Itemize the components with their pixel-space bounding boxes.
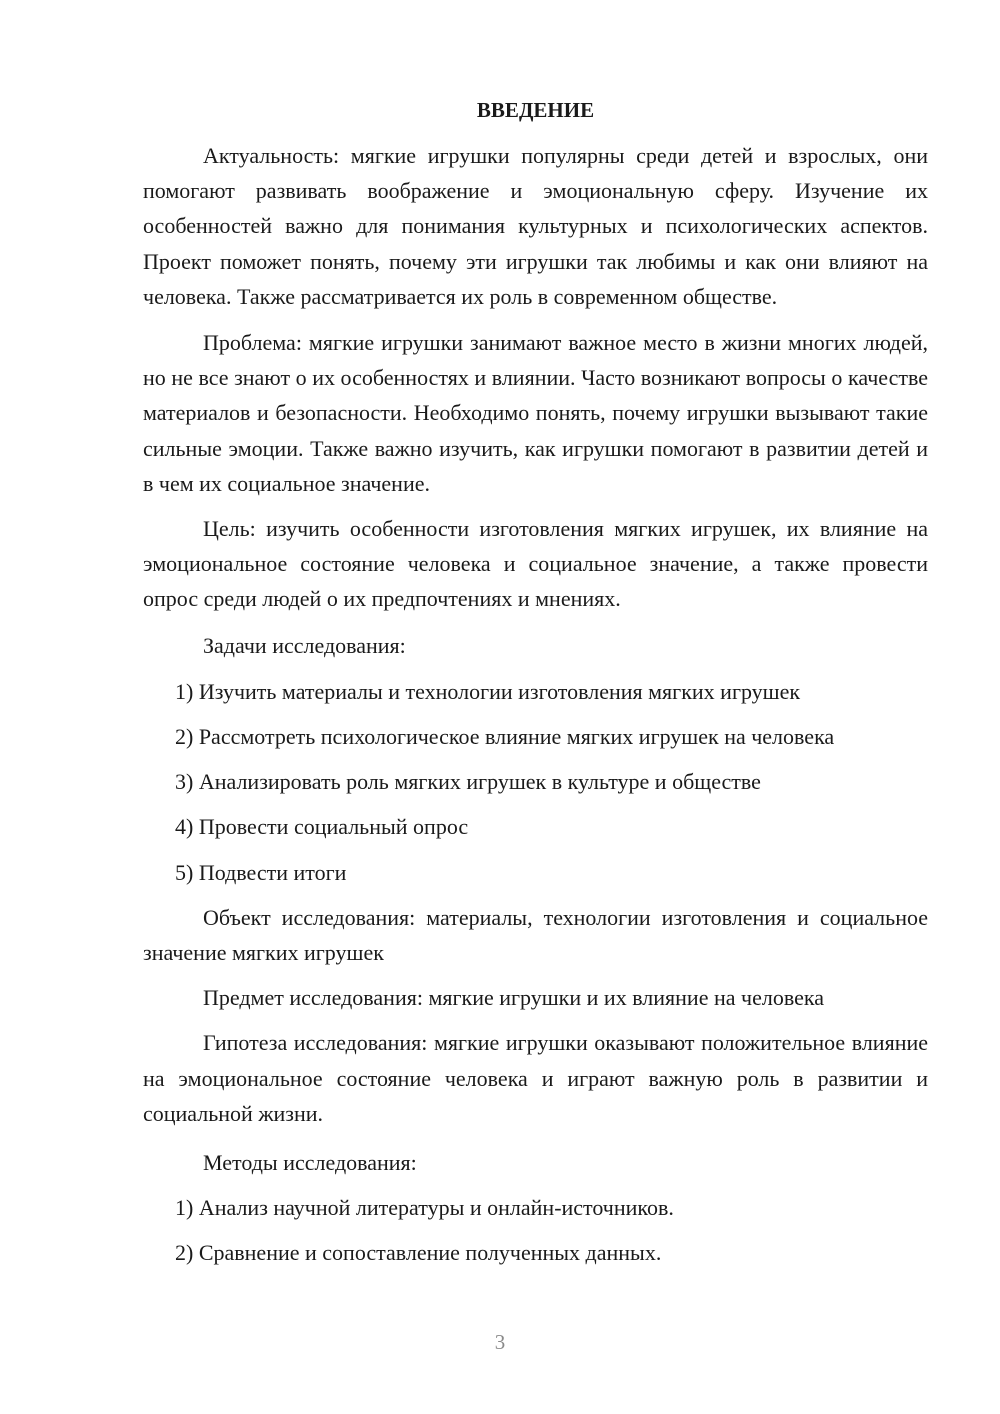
task-item: 1) Изучить материалы и технологии изготовления мягких игрушек bbox=[175, 678, 801, 704]
method-item: 2) Сравнение и сопоставление полученных данных. bbox=[175, 1240, 662, 1266]
tasks-heading: Задачи исследования: bbox=[203, 632, 406, 658]
task-item: 2) Рассмотреть психологическое влияние мягких игрушек на человека bbox=[175, 724, 835, 750]
methods-list bbox=[143, 1190, 928, 1270]
hypothesis-paragraph: Гипотеза исследования: мягкие игрушки оказывают положительное влияние на эмоциональное состояние человека и играют важную роль в развитии и социальной жизни. bbox=[143, 1030, 928, 1126]
page-title: ВВЕДЕНИЕ bbox=[476, 98, 595, 122]
tasks-list bbox=[143, 674, 928, 890]
method-item: 1) Анализ научной литературы и онлайн-источников. bbox=[175, 1195, 674, 1221]
task-item: 4) Провести социальный опрос bbox=[175, 814, 469, 840]
subject-paragraph: Предмет исследования: мягкие игрушки и их влияние на человека bbox=[203, 985, 824, 1011]
goal-paragraph: Цель: изучить особенности изготовления мягких игрушек, их влияние на эмоциональное состояние человека и социальное значение, а также провести опрос среди людей о их предпочтениях и мнениях. bbox=[143, 516, 928, 612]
page-number: 3 bbox=[494, 1330, 506, 1354]
methods-heading: Методы исследования: bbox=[203, 1150, 417, 1176]
relevance-paragraph: Актуальность: мягкие игрушки популярны среди детей и взрослых, они помогают развивать воображение и эмоциональную сферу. Изучение их особенностей важно для понимания культурных и психологических аспектов. Проект поможет понять, почему эти игрушки так любимы и как они влияют на человека. Также рассматривается их роль в современном обществе. bbox=[143, 143, 928, 309]
task-item: 3) Анализировать роль мягких игрушек в культуре и обществе bbox=[175, 769, 761, 795]
page-content bbox=[143, 95, 928, 1281]
object-paragraph: Объект исследования: материалы, технологии изготовления и социальное значение мягких игрушек bbox=[143, 904, 928, 966]
problem-paragraph: Проблема: мягкие игрушки занимают важное место в жизни многих людей, но не все знают о их особенностях и влиянии. Часто возникают вопросы о качестве материалов и безопасности. Необходимо понять, почему игрушки вызывают такие сильные эмоции. Также важно изучить, как игрушки помогают в развитии детей и в чем их социальное значение. bbox=[143, 330, 928, 496]
task-item: 5) Подвести итоги bbox=[175, 859, 347, 885]
